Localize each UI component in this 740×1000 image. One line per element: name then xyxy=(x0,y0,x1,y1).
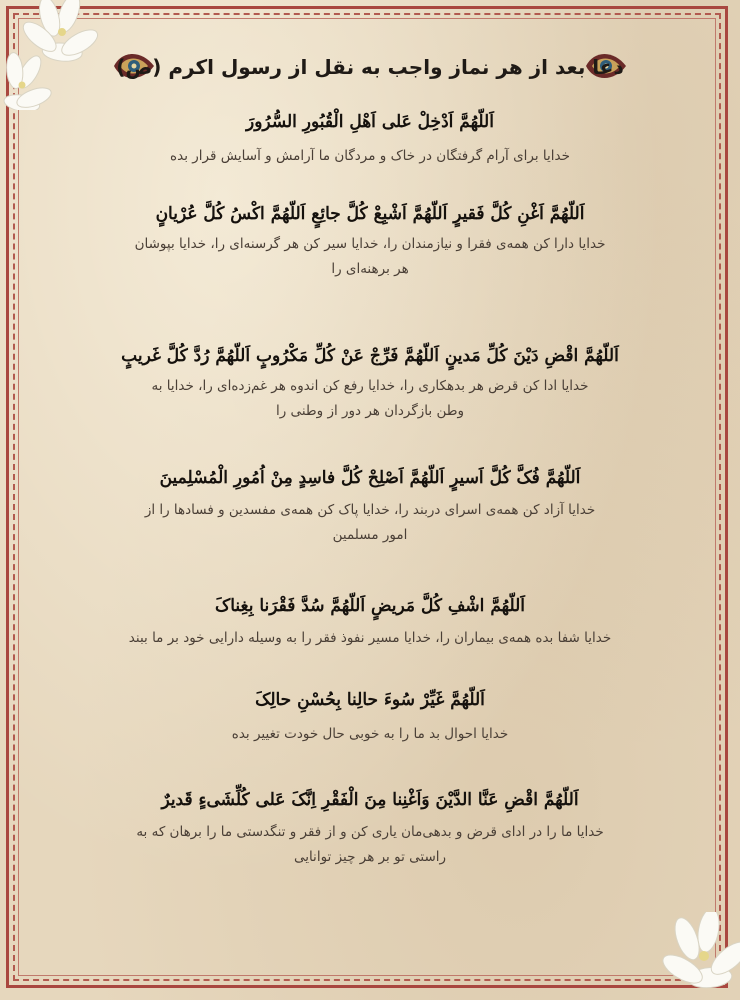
header xyxy=(100,45,640,89)
persian-translation-line: خدایا آزاد کن همه‌ی اسرای دربند را، خدایا پاک کن همه‌ی مفسدین و فسادها را از xyxy=(144,502,596,518)
prayer-block xyxy=(80,346,660,424)
persian-translation-line: خدایا ما را در ادای قرض و بدهی‌مان یاری کن و از فقر و تنگدستی ما را برهان که به xyxy=(136,824,604,840)
persian-translation-line: خدایا دارا کن همه‌ی فقرا و نیازمندان را، خدایا سیر کن هر گرسنه‌ای را، خدایا بپوشان xyxy=(134,236,606,252)
arabic-verse: اَللّهُمَّ اَدْخِلْ عَلی اَهْلِ الْقُبُورِ السُّرُورَ xyxy=(246,112,494,132)
persian-translation: خدایا شفا بده همه‌ی بیماران را، خدایا مسیر نفوذ فقر را به وسیله دارایی خود بر ما ببند xyxy=(128,630,612,646)
prayer-block xyxy=(80,596,660,651)
persian-translation: خدایا برای آرام گرفتگان در خاک و مردگان ما آرامش و آسایش قرار بده xyxy=(170,148,570,164)
jasmine-flower-icon xyxy=(0,0,110,110)
prayer-block xyxy=(80,690,660,747)
persian-translation-line: هر برهنه‌ای را xyxy=(331,261,409,277)
arabic-verse: اَللّهُمَّ غَیِّرْ سُوءَ حالِنا بِحُسْنِ حالِکَ xyxy=(255,690,485,710)
persian-translation-line: امور مسلمین xyxy=(332,527,408,543)
arabic-verse: اَللّهُمَّ فُکَّ کُلَّ اَسیرٍ اَللّهُمَّ اَصْلِحْ کُلَّ فاسِدٍ مِنْ اُمُورِ الْمُسْلِمینَ xyxy=(159,468,581,488)
prayer-block xyxy=(80,790,660,870)
arabic-verse: اَللّهُمَّ اَغْنِ کُلَّ فَقیرٍ اَللّهُمَّ اَشْبِعْ کُلَّ جائِعٍ اَللّهُمَّ اکْسُ کُلَّ عُرْیانٍ xyxy=(155,204,585,224)
arabic-verse: اَللّهُمَّ اشْفِ کُلَّ مَریضٍ اَللّهُمَّ سُدَّ فَقْرَنا بِغِناکَ xyxy=(214,596,525,616)
page-title: دعا بعد از هر نماز واجب به نقل از رسول اکرم (ص) xyxy=(116,55,624,79)
prayer-block xyxy=(80,468,660,548)
prayer-block xyxy=(80,112,660,169)
arabic-verse: اَللّهُمَّ اقْضِ دَیْنَ کُلِّ مَدینٍ اَللّهُمَّ فَرِّجْ عَنْ کُلِّ مَکْرُوبٍ اَللّهُمَّ رُدَّ کُلَّ غَریبٍ xyxy=(121,346,619,366)
persian-translation-line: وطن بازگردان هر دور از وطنی را xyxy=(276,403,464,419)
persian-translation: خدایا احوال بد ما را به خوبی حال خودت تغییر بده xyxy=(231,726,509,742)
persian-translation-line: خدایا ادا کن قرض هر بدهکاری را، خدایا رفع کن اندوه هر غم‌زده‌ای را، خدایا به xyxy=(151,378,589,394)
jasmine-flower-icon xyxy=(652,912,740,1000)
persian-translation-line: راستی تو بر هر چیز توانایی xyxy=(293,849,447,865)
arabic-verse: اَللّهُمَّ اقْضِ عَنَّا الدَّیْنَ وَاَغْنِنا مِنَ الْفَقْرِ اِنَّکَ عَلی کُلِّشَیءٍ قَدیرٌ xyxy=(161,790,579,810)
prayer-block xyxy=(80,204,660,282)
